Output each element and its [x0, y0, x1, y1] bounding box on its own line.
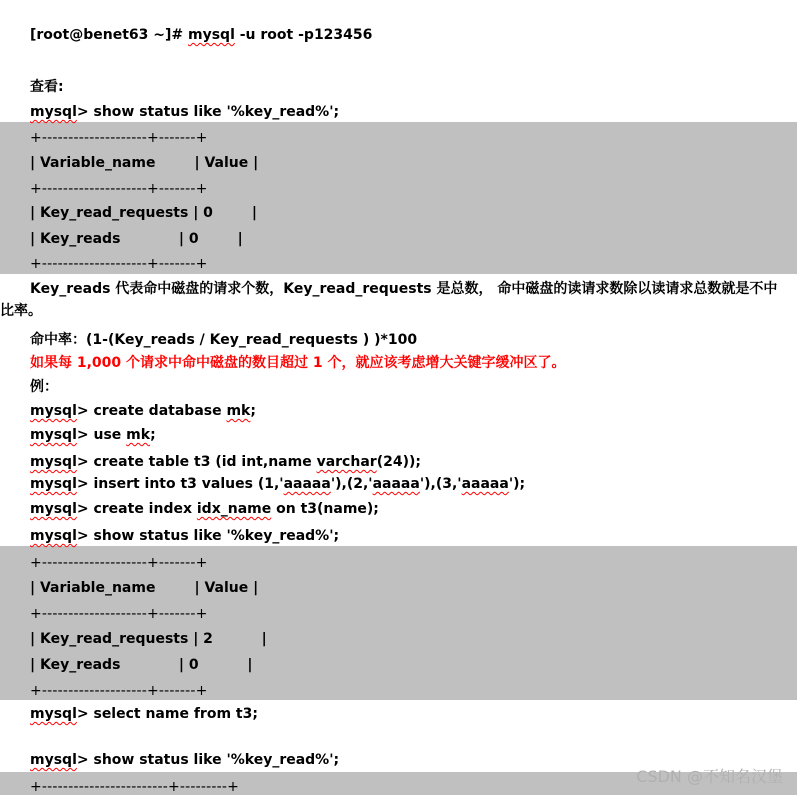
view-label: 查看:	[30, 79, 64, 95]
table-separator: +------------------------+---------+	[30, 779, 240, 795]
table-separator: +--------------------+-------+	[30, 555, 208, 571]
table-row: | Key_reads | 0 |	[30, 231, 243, 247]
table-header: | Variable_name | Value |	[30, 155, 259, 171]
csdn-watermark: CSDN @不知名汉堡	[636, 767, 783, 786]
command-line: mysql> create index idx_name on t3(name);	[30, 501, 379, 517]
example-label: 例：	[30, 379, 58, 395]
table-row: | Key_read_requests | 2 |	[30, 631, 267, 647]
explanation-text: Key_reads 代表命中磁盘的请求个数，Key_read_requests 是总数， 命中磁盘的读请求数除以读请求总数就是不中	[30, 281, 778, 297]
table-header: | Variable_name | Value |	[30, 580, 259, 596]
table-separator: +--------------------+-------+	[30, 256, 208, 272]
table-row: | Key_read_requests | 0 |	[30, 205, 258, 221]
command-line: mysql> show status like '%key_read%';	[30, 104, 340, 120]
command-line: mysql> create database mk;	[30, 403, 256, 419]
command-line: mysql> insert into t3 values (1,'aaaaa'),(2,'aaaaa'),(3,'aaaaa');	[30, 476, 526, 492]
command-line: mysql> select name from t3;	[30, 706, 258, 722]
table-separator: +--------------------+-------+	[30, 606, 208, 622]
table-separator: +--------------------+-------+	[30, 181, 208, 197]
warning-text: 如果每 1,000 个请求中命中磁盘的数目超过 1 个，就应该考虑增大关键字缓冲区了。	[30, 355, 566, 371]
table-row: | Key_reads | 0 |	[30, 657, 253, 673]
table-separator: +--------------------+-------+	[30, 683, 208, 699]
command-line: mysql> show status like '%key_read%';	[30, 528, 340, 544]
explanation-text-continued: 比率。	[0, 303, 42, 319]
command-line: mysql> show status like '%key_read%';	[30, 752, 340, 768]
command-line: mysql> use mk;	[30, 427, 156, 443]
table-separator: +--------------------+-------+	[30, 130, 208, 146]
formula-text: 命中率：(1-(Key_reads / Key_read_requests ) )*100	[30, 332, 418, 348]
command-line: mysql> create table t3 (id int,name varchar(24));	[30, 454, 421, 470]
login-command: [root@benet63 ~]# mysql -u root -p123456	[30, 27, 373, 43]
